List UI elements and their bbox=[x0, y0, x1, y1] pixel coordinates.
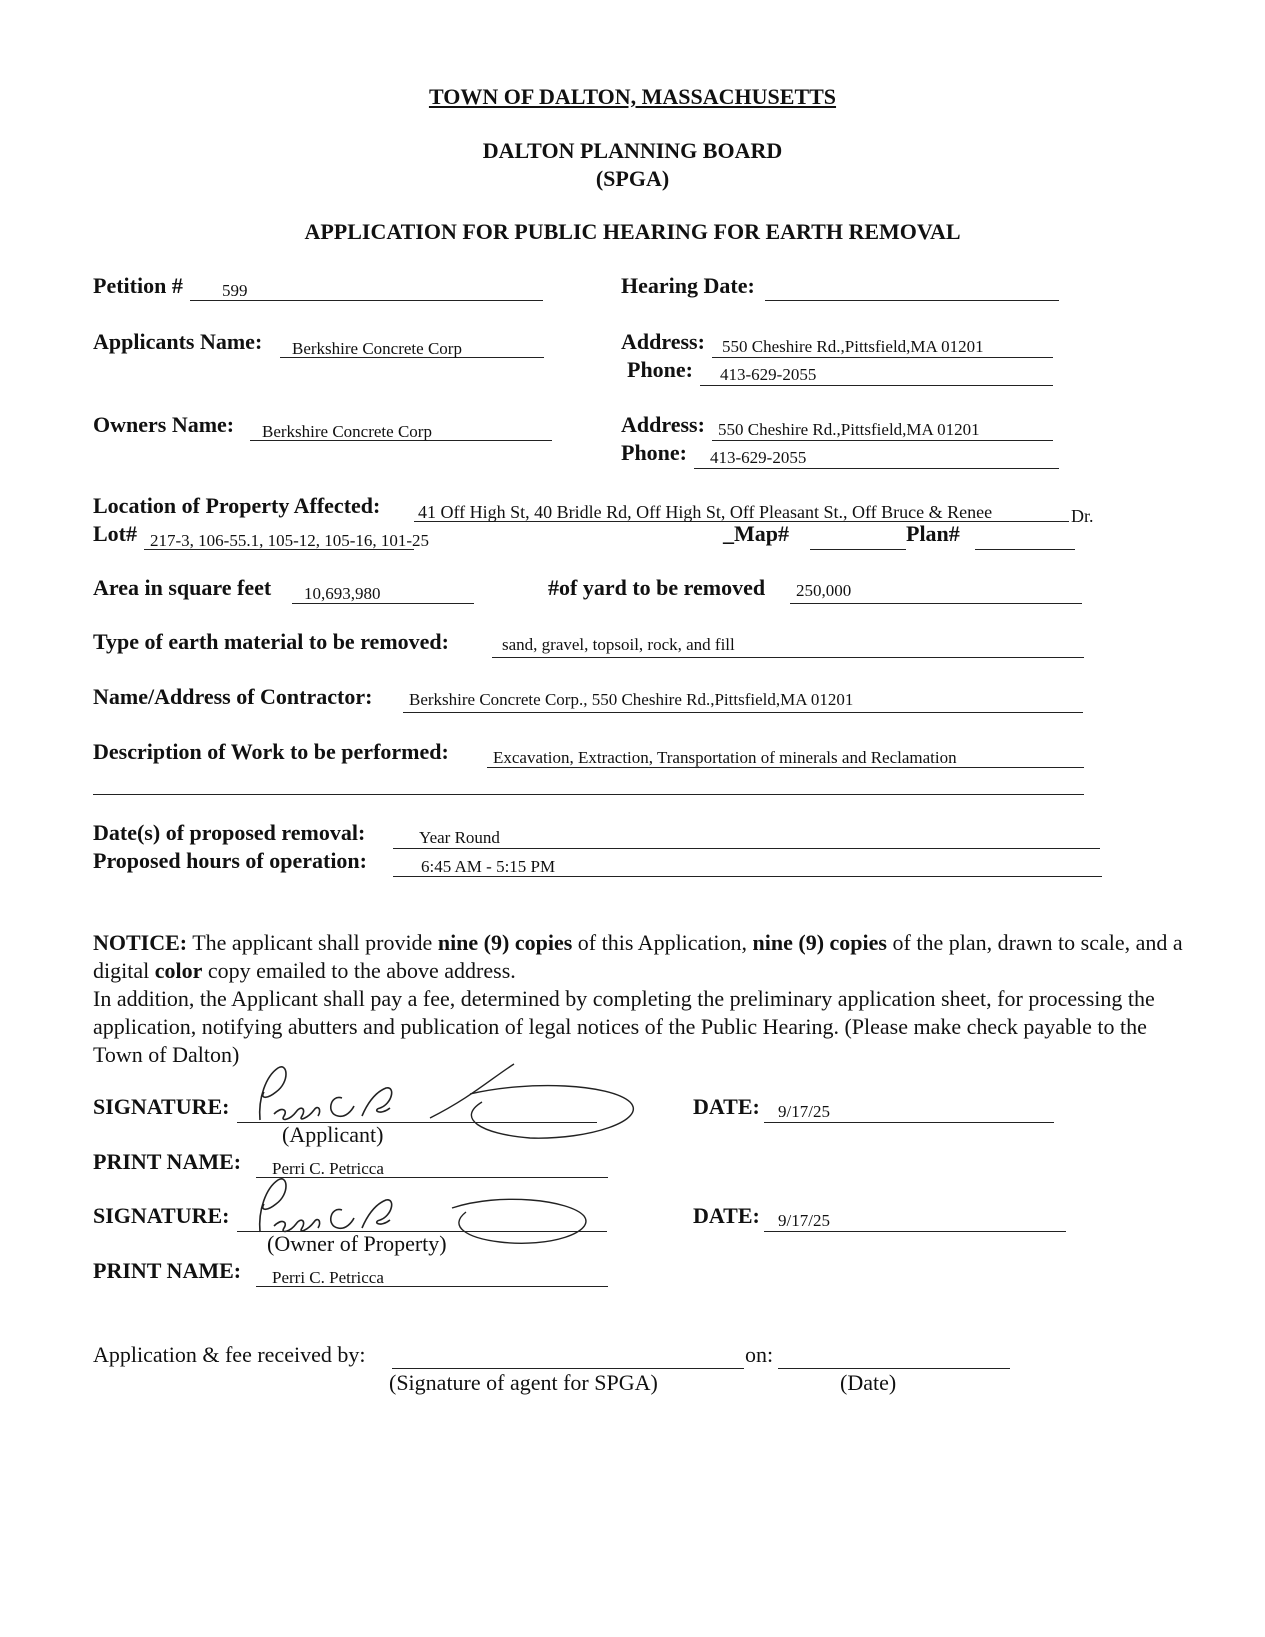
owner-signature-label: SIGNATURE: bbox=[93, 1203, 230, 1228]
lot-field[interactable] bbox=[144, 527, 430, 550]
area-value: 10,693,980 bbox=[304, 584, 381, 603]
owner-address-label: Address: bbox=[621, 412, 705, 437]
yards-value: 250,000 bbox=[796, 581, 852, 600]
removal-dates-value: Year Round bbox=[419, 828, 500, 847]
yards-label: #of yard to be removed bbox=[548, 575, 766, 600]
work-value: Excavation, Extraction, Transportation of minerals and Reclamation bbox=[493, 748, 957, 767]
hours-label: Proposed hours of operation: bbox=[93, 848, 367, 873]
received-date-caption: (Date) bbox=[840, 1370, 897, 1395]
applicant-phone-label: Phone: bbox=[627, 357, 693, 382]
applicant-date-field[interactable] bbox=[764, 1100, 1054, 1123]
applicant-phone-value: 413-629-2055 bbox=[720, 365, 817, 384]
yards-field[interactable] bbox=[790, 581, 1082, 604]
notice-paragraph bbox=[93, 929, 1183, 985]
owner-name-value: Berkshire Concrete Corp bbox=[262, 422, 432, 441]
map-label: _Map# bbox=[723, 521, 789, 546]
notice-fee-paragraph: In addition, the Applicant shall pay a fee, determined by completing the preliminary application sheet, for processing the application, notifying abutters and publication of legal notices of the Public Hearing. (Please make check payable to the Town of Dalton) bbox=[93, 986, 1155, 1067]
owner-date-field[interactable] bbox=[764, 1209, 1066, 1232]
work-label: Description of Work to be performed: bbox=[93, 739, 449, 764]
work-field-line-2[interactable] bbox=[93, 772, 1084, 795]
agent-caption: (Signature of agent for SPGA) bbox=[389, 1370, 658, 1395]
material-field[interactable] bbox=[492, 635, 1084, 658]
owner-address-field[interactable] bbox=[712, 418, 1053, 441]
owner-phone-field[interactable] bbox=[694, 446, 1059, 469]
applicant-phone-field[interactable] bbox=[700, 363, 1053, 386]
form-title: APPLICATION FOR PUBLIC HEARING FOR EARTH REMOVAL bbox=[304, 219, 961, 244]
owner-print-label: PRINT NAME: bbox=[93, 1258, 242, 1283]
applicant-address-field[interactable] bbox=[712, 335, 1053, 358]
applicant-name-value: Berkshire Concrete Corp bbox=[292, 339, 462, 358]
petition-value: 599 bbox=[222, 281, 248, 300]
contractor-field[interactable] bbox=[403, 690, 1083, 713]
owner-print-value: Perri C. Petricca bbox=[272, 1268, 384, 1287]
applicant-signature-label: SIGNATURE: bbox=[93, 1094, 230, 1119]
notice-bold-2: nine (9) copies bbox=[752, 930, 887, 955]
notice-bold-1: nine (9) copies bbox=[437, 930, 573, 955]
applicant-name-field[interactable] bbox=[280, 335, 544, 358]
hearing-date-label: Hearing Date: bbox=[621, 273, 755, 298]
received-label: Application & fee received by: bbox=[93, 1342, 366, 1367]
applicant-date-label: DATE: bbox=[693, 1094, 760, 1119]
owner-address-value: 550 Cheshire Rd.,Pittsfield,MA 01201 bbox=[718, 420, 980, 439]
notice-text-3: of the plan, drawn to scale, and a digital bbox=[93, 930, 1183, 983]
notice-text-4: copy emailed to the above address. bbox=[202, 958, 516, 983]
town-heading: TOWN OF DALTON, MASSACHUSETTS bbox=[428, 84, 837, 109]
received-on-label: on: bbox=[745, 1342, 774, 1367]
applicant-address-value: 550 Cheshire Rd.,Pittsfield,MA 01201 bbox=[722, 337, 984, 356]
owner-phone-value: 413-629-2055 bbox=[710, 448, 807, 467]
lot-label: Lot# bbox=[93, 521, 137, 546]
petition-label: Petition # bbox=[93, 273, 183, 298]
location-field[interactable] bbox=[414, 499, 1069, 522]
work-field[interactable] bbox=[487, 745, 1084, 768]
hours-field[interactable] bbox=[393, 854, 1102, 877]
notice-text-2: of this Application, bbox=[572, 930, 753, 955]
applicant-caption: (Applicant) bbox=[282, 1122, 384, 1147]
removal-dates-field[interactable] bbox=[393, 826, 1100, 849]
received-date-field[interactable] bbox=[778, 1346, 1010, 1369]
material-value: sand, gravel, topsoil, rock, and fill bbox=[502, 635, 735, 654]
owner-phone-label: Phone: bbox=[621, 440, 687, 465]
map-field[interactable] bbox=[810, 527, 906, 550]
location-label: Location of Property Affected: bbox=[93, 493, 381, 518]
owner-name-field[interactable] bbox=[250, 418, 552, 441]
board-heading: DALTON PLANNING BOARD bbox=[482, 138, 783, 163]
received-signature-field[interactable] bbox=[392, 1346, 744, 1369]
material-label: Type of earth material to be removed: bbox=[93, 629, 449, 654]
plan-label: Plan# bbox=[906, 521, 960, 546]
petition-field[interactable] bbox=[190, 278, 543, 301]
location-suffix: Dr. bbox=[1071, 506, 1094, 526]
owner-name-label: Owners Name: bbox=[93, 412, 235, 437]
hours-value: 6:45 AM - 5:15 PM bbox=[421, 857, 556, 876]
owner-date-label: DATE: bbox=[693, 1203, 760, 1228]
notice-text-1: The applicant shall provide bbox=[187, 930, 438, 955]
location-value: 41 Off High St, 40 Bridle Rd, Off High St, Off Pleasant St., Off Bruce & Renee bbox=[418, 502, 993, 522]
area-field[interactable] bbox=[292, 581, 474, 604]
spga-heading: (SPGA) bbox=[595, 166, 670, 191]
applicant-name-label: Applicants Name: bbox=[93, 329, 263, 354]
owner-date-value: 9/17/25 bbox=[778, 1211, 830, 1230]
contractor-value: Berkshire Concrete Corp., 550 Cheshire Rd.,Pittsfield,MA 01201 bbox=[409, 690, 854, 709]
contractor-label: Name/Address of Contractor: bbox=[93, 684, 373, 709]
plan-field[interactable] bbox=[975, 527, 1075, 550]
lot-value: 217-3, 106-55.1, 105-12, 105-16, 101-25 bbox=[150, 531, 430, 550]
area-label: Area in square feet bbox=[93, 575, 272, 600]
hearing-date-field[interactable] bbox=[765, 278, 1059, 301]
applicant-print-value: Perri C. Petricca bbox=[272, 1159, 384, 1178]
applicant-print-label: PRINT NAME: bbox=[93, 1149, 242, 1174]
notice-bold-3: color bbox=[154, 958, 203, 983]
applicant-date-value: 9/17/25 bbox=[778, 1102, 830, 1121]
owner-caption: (Owner of Property) bbox=[267, 1231, 447, 1256]
applicant-address-label: Address: bbox=[621, 329, 705, 354]
removal-dates-label: Date(s) of proposed removal: bbox=[93, 820, 366, 845]
notice-lead: NOTICE: bbox=[93, 930, 188, 955]
owner-print-field[interactable] bbox=[256, 1264, 608, 1287]
